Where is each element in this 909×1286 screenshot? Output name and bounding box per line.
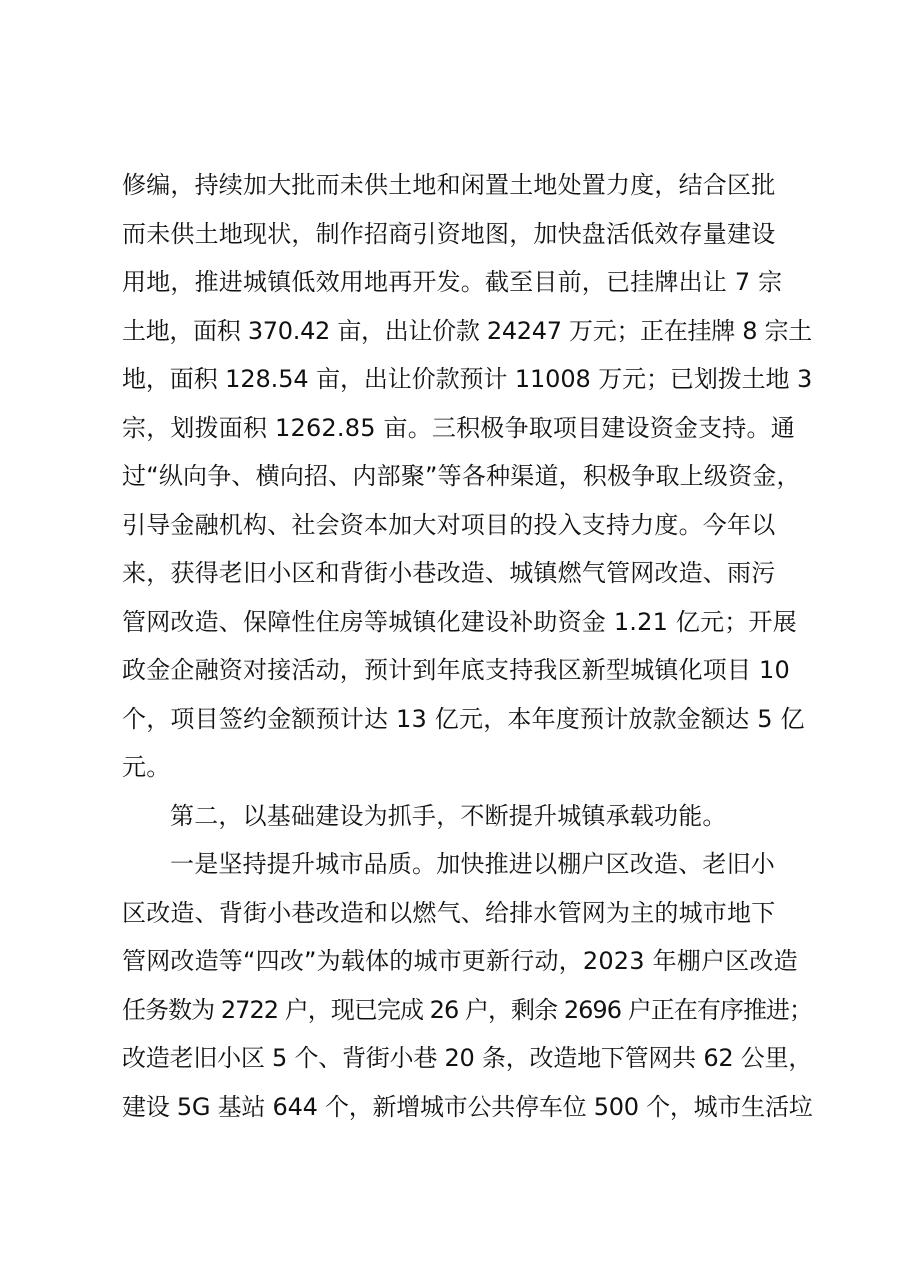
text-line: 建设 5G 基站 644 个，新增城市公共停车位 500 个，城市生活垃	[122, 1092, 813, 1121]
text-line: 而未供土地现状，制作招商引资地图，加快盘活低效存量建设	[122, 219, 776, 248]
text-line: 宗，划拨面积 1262.85 亩。三积极争取项目建设资金支持。通	[122, 413, 795, 442]
text-line: 任务数为 2722 户，现已完成 26 户，剩余 2696 户正在有序推进；	[122, 995, 813, 1024]
text-line: 管网改造等“四改”为载体的城市更新行动，2023 年棚户区改造	[122, 947, 798, 975]
text-line: 过“纵向争、横向招、内部聚”等各种渠道，积极争取上级资金，	[122, 462, 801, 490]
text-line: 第二，以基础建设为抓手，不断提升城镇承载功能。	[170, 801, 727, 830]
text-line: 个，项目签约金额预计达 13 亿元，本年度预计放款金额达 5 亿	[122, 704, 805, 733]
text-line: 管网改造、保障性住房等城镇化建设补助资金 1.21 亿元；开展	[122, 607, 797, 636]
text-line: 来，获得老旧小区和背街小巷改造、城镇燃气管网改造、雨污	[122, 559, 776, 587]
text-line: 改造老旧小区 5 个、背街小巷 20 条，改造地下管网共 62 公里，	[122, 1044, 813, 1072]
text-line: 政金企融资对接活动，预计到年底支持我区新型城镇化项目 10	[122, 656, 790, 684]
text-line: 引导金融机构、社会资本加大对项目的投入支持力度。今年以	[122, 510, 776, 539]
text-line: 元。	[122, 753, 171, 781]
document-body	[122, 161, 812, 1131]
text-line: 地，面积 128.54 亩，出让价款预计 11008 万元；已划拨土地 3	[122, 365, 813, 393]
text-line: 修编，持续加大批而未供土地和闲置土地处置力度，结合区批	[122, 171, 776, 199]
text-line: 土地，面积 370.42 亩，出让价款 24247 万元；正在挂牌 8 宗土	[122, 316, 812, 345]
text-line: 区改造、背街小巷改造和以燃气、给排水管网为主的城市地下	[122, 898, 776, 927]
text-line: 用地，推进城镇低效用地再开发。截至目前，已挂牌出让 7 宗	[122, 268, 783, 296]
text-line: 一是坚持提升城市品质。加快推进以棚户区改造、老旧小	[170, 850, 775, 878]
